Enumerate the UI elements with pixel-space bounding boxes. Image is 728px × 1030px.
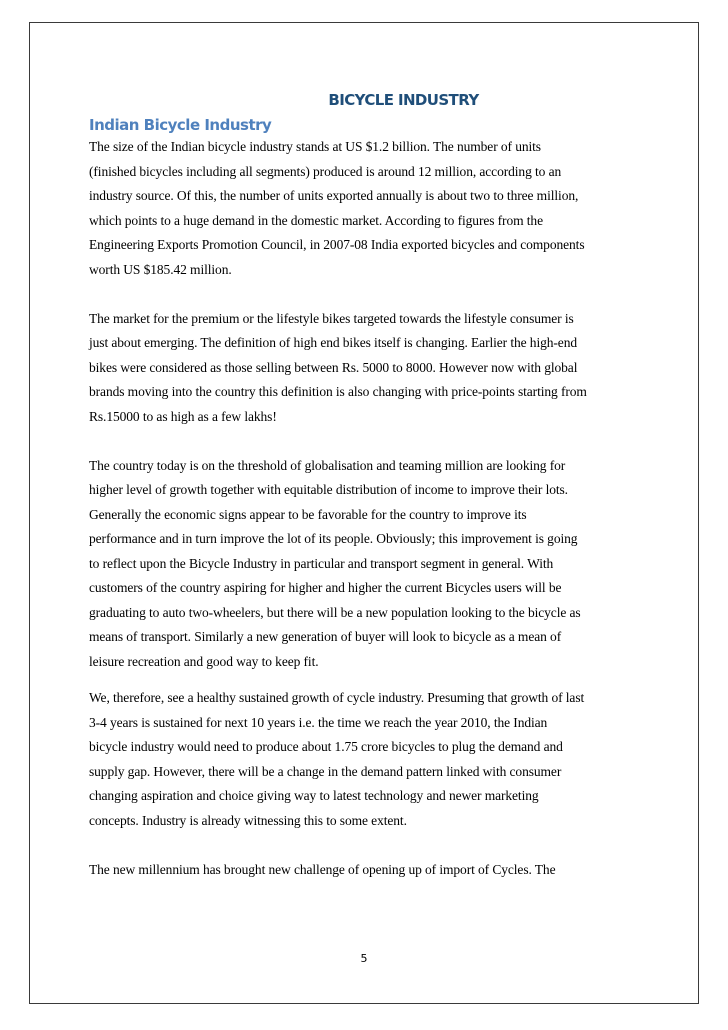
page-number: 5 xyxy=(360,952,368,965)
section-heading: Indian Bicycle Industry xyxy=(89,116,272,134)
text-line: bicycle industry would need to produce about 1.75 crore bicycles to plug the demand and xyxy=(89,739,563,754)
text-line: Engineering Exports Promotion Council, in 2007-08 India exported bicycles and components xyxy=(89,237,585,252)
text-line: The new millennium has brought new challenge of opening up of import of Cycles. The xyxy=(89,861,556,877)
text-line: brands moving into the country this definition is also changing with price-points starting from xyxy=(89,384,587,399)
text-line: means of transport. Similarly a new generation of buyer will look to bicycle as a mean of xyxy=(89,629,562,644)
text-line: leisure recreation and good way to keep fit. xyxy=(89,653,319,669)
text-line: We, therefore, see a healthy sustained growth of cycle industry. Presuming that growth of last xyxy=(89,690,585,705)
paragraph-gap xyxy=(89,674,649,686)
text-line: which points to a huge demand in the domestic market. According to figures from the xyxy=(89,212,543,228)
paragraph-gap xyxy=(89,282,649,307)
paragraph-1 xyxy=(89,135,649,282)
text-line: The market for the premium or the lifestyle bikes targeted towards the lifestyle consumer is xyxy=(89,310,574,326)
text-line: graduating to auto two-wheelers, but there will be a new population looking to the bicycle as xyxy=(89,604,581,620)
text-line: supply gap. However, there will be a change in the demand pattern linked with consumer xyxy=(89,763,562,779)
text-line: concepts. Industry is already witnessing this to some extent. xyxy=(89,812,407,828)
text-line: to reflect upon the Bicycle Industry in particular and transport segment in general. With xyxy=(89,555,554,571)
text-line: (finished bicycles including all segments) produced is around 12 million, according to an xyxy=(89,163,562,179)
text-line: The size of the Indian bicycle industry stands at US $1.2 billion. The number of units xyxy=(89,139,541,154)
paragraph-gap xyxy=(89,429,649,454)
text-line: industry source. Of this, the number of units exported annually is about two to three million, xyxy=(89,188,579,203)
text-line: bikes were considered as those selling between Rs. 5000 to 8000. However now with global xyxy=(89,359,578,375)
text-line: just about emerging. The definition of high end bikes itself is changing. Earlier the high-end xyxy=(89,335,577,350)
text-line: changing aspiration and choice giving way to latest technology and newer marketing xyxy=(89,788,539,803)
text-line: worth US $185.42 million. xyxy=(89,261,232,277)
text-line: 3-4 years is sustained for next 10 years i.e. the time we reach the year 2010, the Indian xyxy=(89,714,548,730)
text-line: Generally the economic signs appear to be favorable for the country to improve its xyxy=(89,506,527,522)
document-body xyxy=(89,85,649,882)
text-line: higher level of growth together with equitable distribution of income to improve their lots. xyxy=(89,482,568,497)
paragraph-2 xyxy=(89,307,649,430)
text-line: The country today is on the threshold of globalisation and teaming million are looking for xyxy=(89,457,566,473)
paragraph-3 xyxy=(89,454,649,675)
text-line: performance and in turn improve the lot of its people. Obviously; this improvement is going xyxy=(89,531,578,546)
text-line: customers of the country aspiring for higher and higher the current Bicycles users will be xyxy=(89,580,562,595)
document-title: BICYCLE INDUSTRY xyxy=(328,91,479,109)
text-line: Rs.15000 to as high as a few lakhs! xyxy=(89,408,277,424)
paragraph-gap xyxy=(89,833,649,858)
paragraph-4 xyxy=(89,686,649,833)
paragraph-5 xyxy=(89,858,649,883)
